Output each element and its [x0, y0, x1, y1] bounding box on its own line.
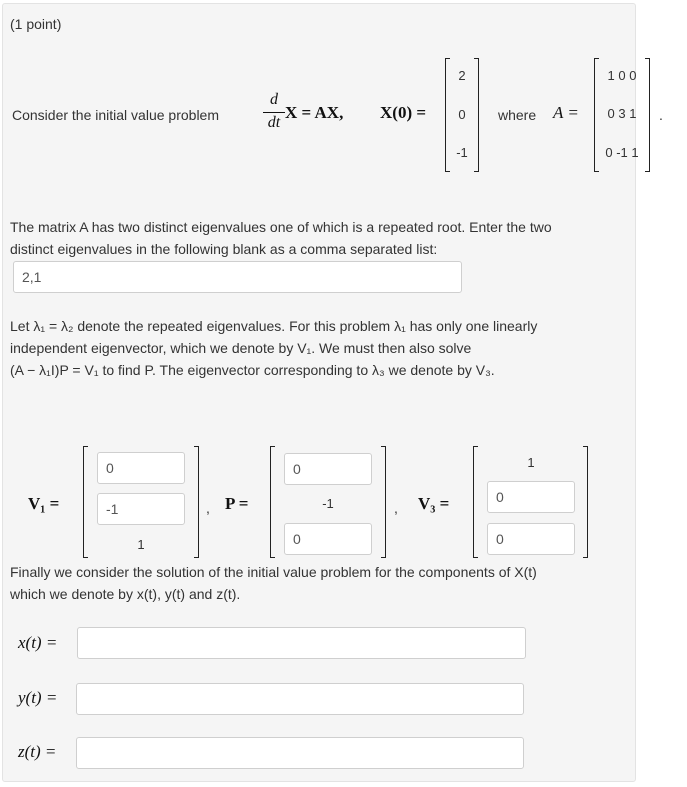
problem-intro: Consider the initial value problem: [12, 107, 219, 123]
initial-condition-label: X(0) =: [380, 103, 427, 122]
derivative-numerator: d: [270, 91, 278, 108]
x0-entry-2: 0: [458, 107, 466, 122]
x0-entry-3: -1: [456, 145, 468, 160]
p-right-bracket: [381, 446, 386, 558]
eigenvalues-input[interactable]: [13, 261, 462, 293]
y-t-input[interactable]: [76, 683, 524, 715]
v1-left-bracket: [83, 446, 88, 558]
z-t-label: z(t) =: [18, 742, 57, 761]
y-t-label: y(t) =: [18, 688, 58, 707]
explanation-line-1: Let λ₁ = λ₂ denote the repeated eigenvalues. For this problem λ₁ has only one linearly: [10, 318, 538, 334]
matrix-a-label: A =: [553, 103, 579, 122]
solution-line-2: which we denote by x(t), y(t) and z(t).: [10, 586, 241, 602]
vector-separator-1: ,: [206, 500, 210, 516]
x-t-label: x(t) =: [18, 633, 58, 652]
v3-entry-2-input[interactable]: [487, 481, 575, 513]
v3-entry-1: 1: [527, 455, 535, 470]
fraction-bar: [263, 112, 285, 113]
matrix-a-row-1: 1 0 0: [607, 68, 637, 83]
p-label: P =: [225, 494, 249, 513]
v1-entry-1-input[interactable]: [97, 452, 185, 484]
p-entry-2: -1: [322, 496, 334, 511]
solution-line-1: Finally we consider the solution of the initial value problem for the components of X(t): [10, 564, 537, 580]
v1-label: V₁ =: [28, 494, 60, 513]
z-t-input[interactable]: [76, 737, 524, 769]
p-entry-3-input[interactable]: [284, 523, 372, 555]
v1-entry-3: 1: [137, 537, 145, 552]
p-entry-1-input[interactable]: [284, 453, 372, 485]
explanation-line-2: independent eigenvector, which we denote by V₁. We must then also solve: [10, 340, 472, 356]
matrix-a-row-3: 0 -1 1: [605, 145, 639, 160]
v3-label: V₃ =: [418, 494, 450, 513]
problem-end-dot: .: [659, 107, 663, 123]
explanation-line-3: (A − λ₁I)P = V₁ to find P. The eigenvector corresponding to λ₃ we denote by V₃.: [10, 362, 495, 378]
where-label: where: [498, 107, 537, 123]
x0-entry-1: 2: [458, 68, 466, 83]
x0-left-bracket: [445, 58, 450, 172]
points-label: (1 point): [10, 16, 62, 32]
x0-right-bracket: [474, 58, 479, 172]
eigen-question-line-2: distinct eigenvalues in the following blank as a comma separated list:: [10, 241, 438, 257]
ode-equation: X = AX,: [285, 103, 344, 122]
v3-right-bracket: [583, 446, 588, 558]
x-t-input[interactable]: [77, 627, 526, 659]
v3-left-bracket: [473, 446, 478, 558]
eigen-question-line-1: The matrix A has two distinct eigenvalues one of which is a repeated root. Enter the two: [10, 219, 552, 235]
derivative-denominator: dt: [267, 114, 281, 131]
v3-entry-3-input[interactable]: [487, 523, 575, 555]
v1-right-bracket: [194, 446, 199, 558]
v1-entry-2-input[interactable]: [97, 493, 185, 525]
matrix-a-row-2: 0 3 1: [607, 106, 637, 121]
vector-separator-2: ,: [394, 500, 398, 516]
p-left-bracket: [270, 446, 275, 558]
